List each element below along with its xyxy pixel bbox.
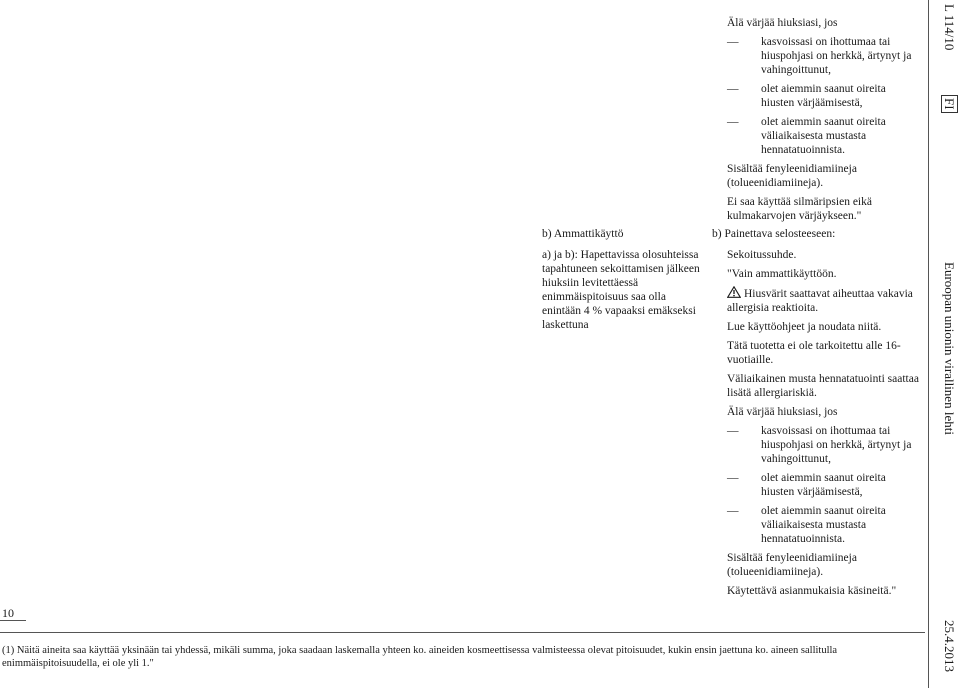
do-not-dye-intro: Älä värjää hiuksiasi, jos xyxy=(727,17,838,29)
right-top-block xyxy=(727,16,919,228)
page-number: 10 xyxy=(2,606,14,620)
language-code xyxy=(941,95,957,113)
age-restriction: Tätä tuotetta ei ole tarkoitettu alle 16-vuotiaille. xyxy=(727,340,901,366)
warning-triangle-icon xyxy=(727,286,741,298)
do-not-dye-intro: Älä värjää hiuksiasi, jos xyxy=(727,406,838,418)
professional-only: "Vain ammattikäyttöön. xyxy=(727,268,837,280)
footnote-separator xyxy=(0,632,925,633)
page-number-rule xyxy=(0,620,26,621)
professional-use-heading: b) Ammattikäyttö xyxy=(542,228,624,240)
list-item: — olet aiemmin saanut oireita väliaikaisesta mustasta hennatatuoinnista. xyxy=(727,115,919,157)
label-heading: b) Painettava selosteeseen: xyxy=(712,228,836,240)
contains-notice: Sisältää fenyleenidiamiineja (tolueenidiamiineja). xyxy=(727,163,857,189)
eyelash-notice: Ei saa käyttää silmäripsien eikä kulmakarvojen värjäykseen." xyxy=(727,196,872,222)
footnote-text: Näitä aineita saa käyttää yksinään tai yhdessä, mikäli summa, joka saadaan laskemalla yhteen ko. aineiden kosmeettisessa valmisteessa olevat pitoisuudet, kukin ensin jaettuna ko. aineen sallitulla enimmäispitoisuudella, ei ole yli 1." xyxy=(2,645,838,669)
right-bottom-block xyxy=(712,227,919,603)
language-code-box: FI xyxy=(941,95,958,113)
publication-date: 25.4.2013 xyxy=(942,620,957,672)
label-content xyxy=(712,248,919,598)
list-item: — olet aiemmin saanut oireita väliaikaisesta mustasta hennatatuoinnista. xyxy=(727,504,919,546)
journal-title: Euroopan unionin virallinen lehti xyxy=(942,262,957,435)
henna-warning: Väliaikainen musta hennatatuointi saattaa lisätä allergiariskiä. xyxy=(727,373,919,399)
allergy-warning-text: Hiusvärit saattavat aiheuttaa vakavia allergisia reaktioita. xyxy=(727,288,913,314)
list-item: — kasvoissasi on ihottumaa tai hiuspohjasi on herkkä, ärtynyt ja vahingoittunut, xyxy=(727,424,919,466)
margin-rule xyxy=(928,0,929,688)
footnote-marker: (1) xyxy=(2,645,15,656)
list-item: — olet aiemmin saanut oireita hiusten värjäämisestä, xyxy=(727,471,919,499)
list-item: — kasvoissasi on ihottumaa tai hiuspohjasi on herkkä, ärtynyt ja vahingoittunut, xyxy=(727,35,919,77)
mixing-ratio: Sekoitussuhde. xyxy=(727,249,797,261)
journal-reference: L 114/10 xyxy=(942,4,957,51)
allergy-warning xyxy=(727,286,919,315)
concentration-text: a) ja b): Hapettavissa olosuhteissa tapahtuneen sekoittamisen jälkeen hiuksiin levitettäessä enimmäispitoisuus saa olla enintään 4 % vapaaksi emäkseksi laskettuna xyxy=(542,249,700,331)
contains-notice: Sisältää fenyleenidiamiineja (tolueenidiamiineja). xyxy=(727,552,857,578)
gloves-notice: Käytettävä asianmukaisia käsineitä." xyxy=(727,585,897,597)
footnote xyxy=(2,644,920,670)
list-item: — olet aiemmin saanut oireita hiusten värjäämisestä, xyxy=(727,82,919,110)
middle-block xyxy=(542,227,704,337)
read-instructions: Lue käyttöohjeet ja noudata niitä. xyxy=(727,321,882,333)
